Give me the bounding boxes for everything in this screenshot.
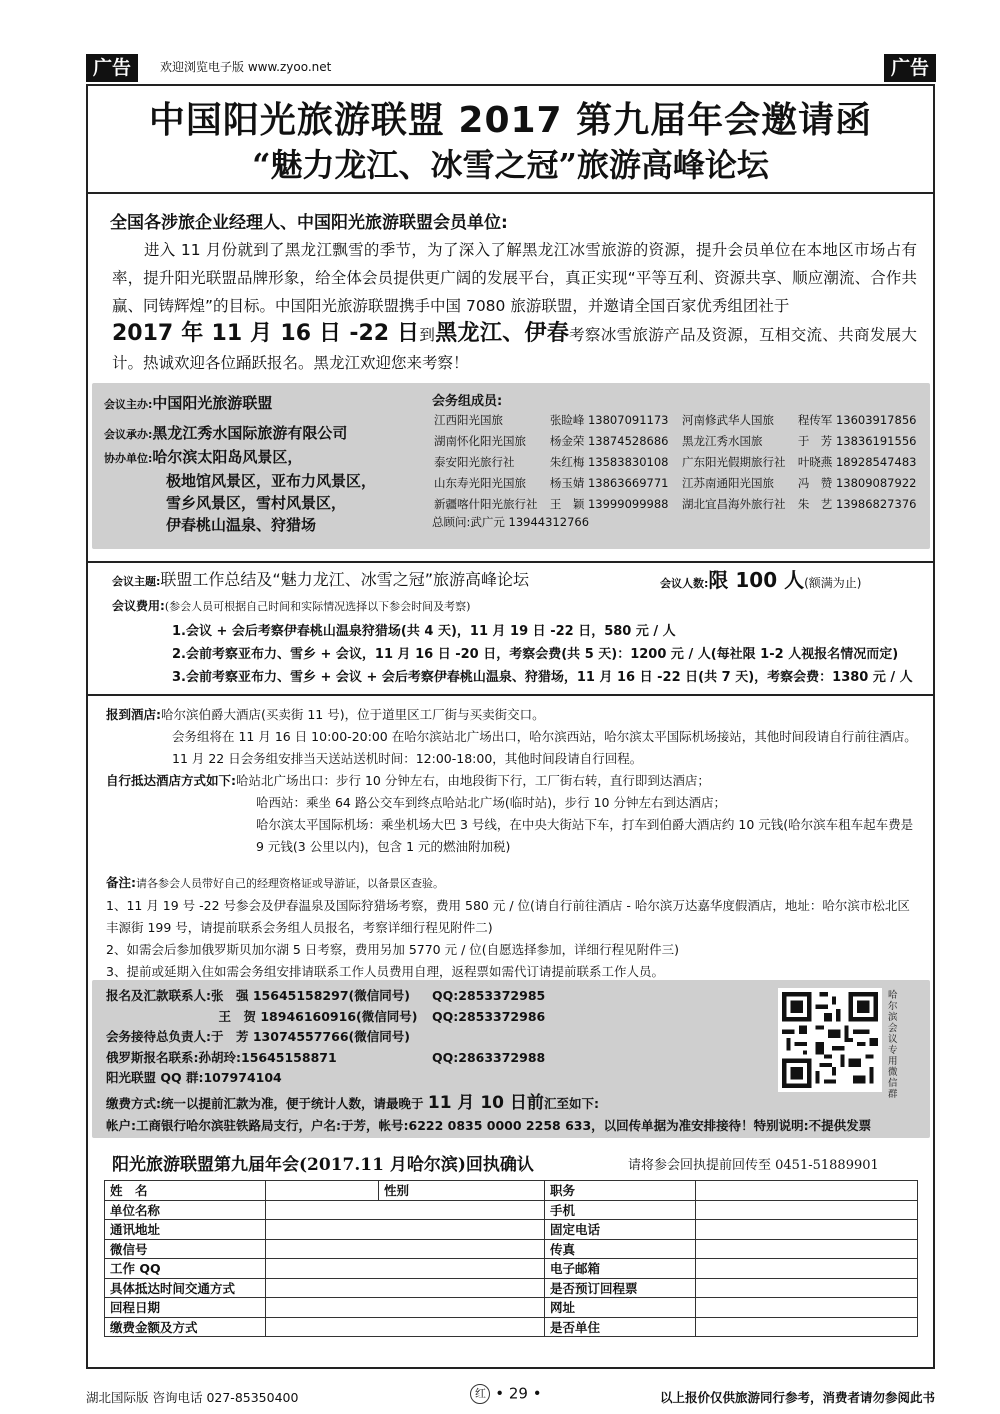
form-label: 工作 QQ xyxy=(105,1259,266,1279)
list-item: 3、提前或延期入住如需会务组安排请联系工作人员费用自理，返程票如需代订请提前联系工作人员。 xyxy=(106,964,664,979)
form-label: 手机 xyxy=(545,1200,696,1220)
table-row xyxy=(105,1220,918,1240)
contact-list xyxy=(106,986,546,1089)
reply-form xyxy=(104,1180,918,1337)
form-label: 山东寿光阳光国旅 xyxy=(434,475,526,490)
form-label: 职务 xyxy=(545,1181,696,1201)
date-highlight: 2017 年 11 月 16 日 -22 日 xyxy=(112,321,420,346)
form-label: 微信号 xyxy=(105,1239,266,1259)
list-item: 王 贺 18946160916(微信同号) QQ:2853372986 xyxy=(106,1008,546,1024)
form-label: 黑龙江秀水国旅 xyxy=(681,433,763,448)
table-row xyxy=(105,1181,918,1201)
form-label: 缴费金额及方式 xyxy=(105,1317,266,1337)
organizers: 会议主办:中国阳光旅游联盟 会议承办:黑龙江秀水国际旅游有限公司 协办单位:哈尔滨太阳岛风景区， 极地馆风景区，亚布力风景区， 雪乡风景区，雪村风景区， 伊春桃山温泉、狩猎场 xyxy=(104,394,377,534)
page-title: 中国阳光旅游联盟 2017 第九届年会邀请函 xyxy=(148,100,873,141)
form-field[interactable] xyxy=(266,1220,545,1240)
form-label: 杨玉婧 13863669771 xyxy=(549,475,669,490)
form-label: 叶晓燕 18928547483 xyxy=(797,454,917,469)
list-item: 2.会前考察亚布力、雪乡 + 会议，11 月 16 日 -20 日，考察会费(共 5 天)：1200 元 / 人(每社限 1-2 人视报名情况而定) xyxy=(172,647,899,662)
form-label: 广东阳光假期旅行社 xyxy=(681,454,786,469)
list-item: 报名及汇款联系人:张 强 15645158297(微信同号) QQ:2853372985 xyxy=(106,988,546,1003)
form-field[interactable] xyxy=(266,1278,545,1298)
team-members: 会务组成员: 江西阳光国旅 张睑峰 13807091173 河南修武华人国旅 程传军 13603917856 湖南怀化阳光国旅 杨金荣 13874528686 黑龙江秀水国旅 于 芳 13836191556 泰安阳光旅行社 朱红梅 13583830108 广东阳光假期旅行社 叶晓燕 18928547483 山东寿光阳光国旅 杨玉婧 13863669771 江苏南通阳光国旅 冯 赞 13809087922 新疆喀什阳光旅行社 王 颖 13999099988 湖北宜昌海外旅行社 朱 艺 13986827376 总顾问:武广元 13944312766 xyxy=(432,390,928,530)
form-field[interactable] xyxy=(696,1239,918,1259)
list-item: 1.会议 + 会后考察伊春桃山温泉狩猎场(共 4 天)，11 月 19 日 -22 日，580 元 / 人 xyxy=(172,624,676,639)
form-label: 张睑峰 13807091173 xyxy=(549,412,669,427)
divider xyxy=(86,561,935,563)
form-label: 传真 xyxy=(545,1239,696,1259)
form-label: 性别 xyxy=(379,1181,545,1201)
form-label: 湖南怀化阳光国旅 xyxy=(434,433,526,448)
form-field[interactable] xyxy=(696,1220,918,1240)
form-label: 江西阳光国旅 xyxy=(434,412,503,427)
form-field[interactable] xyxy=(696,1278,918,1298)
footer-left: 湖北国际版 咨询电话 027-85350400 xyxy=(86,1390,299,1405)
notes: 备注:请各参会人员带好自己的经理资格证或导游证，以备景区查验。 1、11 月 19 号 -22 号参会及伊春温泉及国际狩猎场考察，费用 580 元 / 位(请自行前往酒店 - 哈尔滨万达嘉华度假酒店，地址：哈尔滨市松北区丰源街 199 号，请提前联系会务组人员报名，考察详细行程见附件二) 2、如需会后参加俄罗斯贝加尔湖 5 日考察，费用另加 5770 元 / 位(自愿选择参加，详细行程见附件三) 3、提前或延期入住如需会务组安排请联系工作人员费用自理，返程票如需代订请提前联系工作人员。 xyxy=(106,872,922,983)
form-label: 姓 名 xyxy=(105,1181,266,1201)
form-label: 程传军 13603917856 xyxy=(797,412,917,427)
intro-paragraph: 进入 11 月份就到了黑龙江飘雪的季节，为了深入了解黑龙江冰雪旅游的资源，提升会员单位在本地区市场占有率，提升阳光联盟品牌形象，给全体会员提供更广阔的发展平台，真正实现“平等互利、资源共享、顺应潮流、合作共赢、同铸辉煌”的目标。中国阳光旅游联盟携手中国 7080 旅游联盟，并邀请全国百家优秀组团社于 2017 年 11 月 16 日 -22 日到黑龙江、伊春考察冰雪旅游产品及资源，互相交流、共商发展大计。热诚欢迎各位踊跃报名。黑龙江欢迎您来考察！ xyxy=(112,241,917,372)
list-item: 2、如需会后参加俄罗斯贝加尔湖 5 日考察，费用另加 5770 元 / 位(自愿选择参加，详细行程见附件三) xyxy=(106,942,680,957)
ad-tag-right: 广告 xyxy=(884,54,936,82)
form-label: 杨金荣 13874528686 xyxy=(549,433,669,448)
list-item: 俄罗斯报名联系:孙胡玲:15645158871 QQ:2863372988 xyxy=(106,1049,546,1065)
list-item: 阳光联盟 QQ 群:107974104 xyxy=(106,1070,282,1085)
form-label: 是否单住 xyxy=(545,1317,696,1337)
form-field[interactable] xyxy=(696,1259,918,1279)
form-label: 回程日期 xyxy=(105,1298,266,1318)
form-label: 固定电话 xyxy=(545,1220,696,1240)
hotel-info: 报到酒店:哈尔滨伯爵大酒店(买卖街 11 号)，位于道里区工厂街与买卖街交口。 会务组将在 11 月 16 日 10:00-20:00 在哈尔滨站北广场出口，哈尔滨西站，哈尔滨太平国际机场接站，其他时间段请自行前往酒店。 11 月 22 日会务组安排当天送站送机时间：12:00-18:00，其他时间段请自行回程。 自行抵达酒店方式如下:哈站北广场出口：步行 10 分钟左右，由地段街下行，工厂街右转，直行即到达酒店； 哈西站：乘坐 64 路公交车到终点哈站北广场(临时站)，步行 10 分钟左右到达酒店； 哈尔滨太平国际机场：乘坐机场大巴 3 号线，在中央大街站下车，打车到伯爵大酒店约 10 元钱(哈尔滨车租车起车费是 9 元钱(3 公里以内)，包含 1 元的燃油附加税) xyxy=(106,707,917,854)
form-label: 单位名称 xyxy=(105,1200,266,1220)
table-row xyxy=(432,472,928,493)
form-field[interactable] xyxy=(696,1200,918,1220)
form-label: 朱红梅 13583830108 xyxy=(549,454,669,469)
table-row xyxy=(432,451,928,472)
circle-badge-icon: 红 xyxy=(470,1384,490,1404)
form-label: 新疆喀什阳光旅行社 xyxy=(434,496,538,511)
form-field[interactable] xyxy=(266,1200,545,1220)
form-label: 通讯地址 xyxy=(105,1220,266,1240)
page-number: 红 • 29 • xyxy=(446,1384,566,1404)
table-row xyxy=(105,1259,918,1279)
addressee: 全国各涉旅企业经理人、中国阳光旅游联盟会员单位: xyxy=(110,213,508,233)
form-label: 是否预订回程票 xyxy=(545,1278,696,1298)
table-row xyxy=(105,1278,918,1298)
advisor: 总顾问:武广元 13944312766 xyxy=(432,515,590,529)
list-item: 会务接待总负责人:于 芳 13074557766(微信同号) xyxy=(106,1029,410,1044)
form-field[interactable] xyxy=(696,1317,918,1337)
bank-account: 帐户:工商银行哈尔滨驻铁路局支行，户名:于芳，帐号:6222 0835 0000 2258 633，以回传单据为准安排接待！特别说明:不提供发票 xyxy=(106,1118,872,1133)
form-label: 王 颖 13999099988 xyxy=(549,496,669,511)
form-label: 冯 赞 13809087922 xyxy=(797,475,917,490)
footer-disclaimer: 以上报价仅供旅游同行参考，消费者请勿参阅此书 xyxy=(659,1390,935,1405)
fee-options xyxy=(172,620,913,689)
site-url[interactable]: 欢迎浏览电子版 www.zyoo.net xyxy=(160,60,332,74)
form-label: 江苏南通阳光国旅 xyxy=(681,475,774,490)
table-row xyxy=(432,493,928,514)
form-label: 朱 艺 13986827376 xyxy=(797,496,917,511)
table-row xyxy=(432,409,928,430)
table-row xyxy=(105,1239,918,1259)
meeting-info: 会议主题:联盟工作总结及“魅力龙江、冰雪之冠”旅游高峰论坛 会议人数:限 100 人(额满为止) 会议费用:(参会人员可根据自己时间和实际情况选择以下参会时间及考察) xyxy=(112,568,862,613)
ad-tag-left: 广告 xyxy=(86,54,138,82)
form-label: 网址 xyxy=(545,1298,696,1318)
undertaker: 黑龙江秀水国际旅游有限公司 xyxy=(152,424,348,442)
page-subtitle: “魅力龙江、冰雪之冠”旅游高峰论坛 xyxy=(252,146,769,184)
table-row xyxy=(105,1298,918,1318)
divider xyxy=(86,694,935,696)
host: 中国阳光旅游联盟 xyxy=(152,394,273,412)
table-row xyxy=(105,1317,918,1337)
place-highlight: 黑龙江、伊春 xyxy=(435,321,570,346)
payment-info: 缴费方式:统一以提前汇款为准，便于统计人数，请最晚于 11 月 10 日前汇至如下: 帐户:工商银行哈尔滨驻铁路局支行，户名:于芳，帐号:6222 0835 0000 2258 633，以回传单据为准安排接待！特别说明:不提供发票 xyxy=(106,1092,871,1137)
form-label: 具体抵达时间交通方式 xyxy=(105,1278,266,1298)
form-field[interactable] xyxy=(266,1181,379,1201)
form-field[interactable] xyxy=(696,1181,918,1201)
form-field[interactable] xyxy=(266,1259,545,1279)
table-row xyxy=(105,1200,918,1220)
form-field[interactable] xyxy=(696,1298,918,1318)
form-note: 请将参会回执提前回传至 0451-51889901 xyxy=(628,1158,879,1173)
form-label: 湖北宜昌海外旅行社 xyxy=(681,496,786,511)
list-item: 3.会前考察亚布力、雪乡 + 会议 + 会后考察伊春桃山温泉、狩猎场，11 月 16 日 -22 日(共 7 天)，考察会费：1380 元 / 人 xyxy=(172,670,913,685)
qr-code-icon[interactable] xyxy=(778,988,882,1092)
form-field[interactable] xyxy=(266,1239,545,1259)
form-label: 泰安阳光旅行社 xyxy=(434,454,515,469)
form-label: 电子邮箱 xyxy=(545,1259,696,1279)
form-label: 于 芳 13836191556 xyxy=(797,433,917,448)
deadline-date: 11 月 10 日前 xyxy=(427,1093,544,1113)
form-label: 河南修武华人国旅 xyxy=(681,412,774,427)
list-item: 1、11 月 19 号 -22 号参会及伊春温泉及国际狩猎场考察，费用 580 元 / 位(请自行前往酒店 - 哈尔滨万达嘉华度假酒店，地址：哈尔滨市松北区丰源街 199 号，请提前联系会务组人员报名，考察详细行程见附件二) xyxy=(106,898,910,935)
table-row xyxy=(432,430,928,451)
form-field[interactable] xyxy=(266,1298,545,1318)
qr-caption: 哈尔滨会议专用微信群 xyxy=(888,990,898,1100)
form-field[interactable] xyxy=(266,1317,545,1337)
form-title: 阳光旅游联盟第九届年会(2017.11 月哈尔滨)回执确认 xyxy=(112,1155,534,1175)
